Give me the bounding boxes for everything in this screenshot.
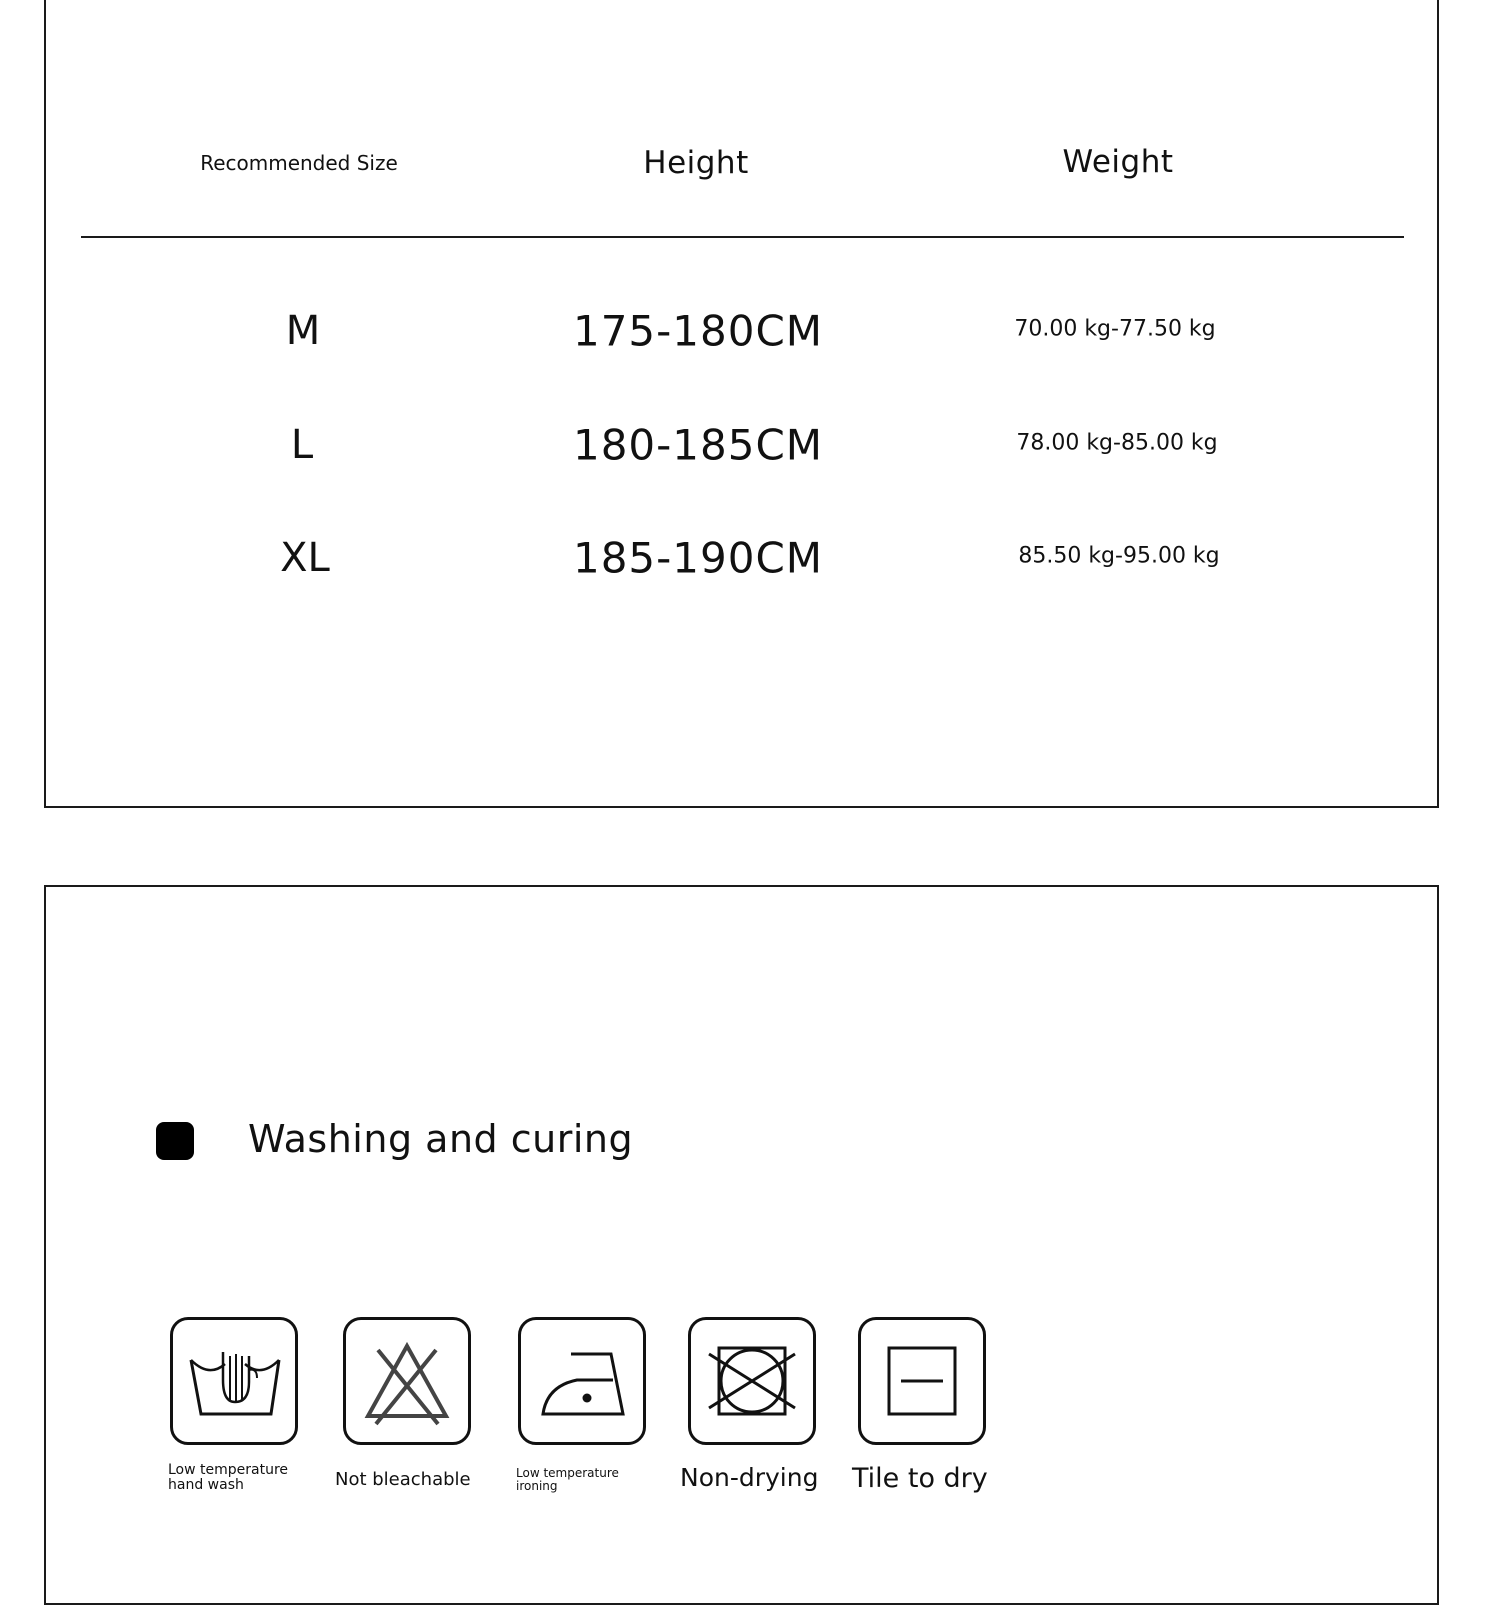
- height-cell: 185-190CM: [572, 533, 824, 583]
- weight-cell: 85.50 kg-95.00 kg: [1018, 543, 1220, 569]
- dry-flat-icon: [858, 1317, 986, 1445]
- hand-wash-icon: [170, 1317, 298, 1445]
- care-section-title: Washing and curing: [248, 1117, 634, 1161]
- height-cell: 180-185CM: [572, 420, 824, 470]
- weight-cell: 70.00 kg-77.50 kg: [1014, 316, 1216, 342]
- care-label-line: hand wash: [168, 1477, 244, 1494]
- size-cell: L: [290, 422, 314, 468]
- header-weight: Weight: [1062, 144, 1174, 180]
- size-cell: M: [285, 308, 321, 354]
- no-bleach-icon: [343, 1317, 471, 1445]
- care-label-line: Low temperature: [168, 1462, 289, 1478]
- iron-low-icon: [518, 1317, 646, 1445]
- no-tumble-dry-icon: [688, 1317, 816, 1445]
- care-label: Tile to dry: [852, 1463, 988, 1494]
- header-height: Height: [643, 145, 749, 181]
- height-cell: 175-180CM: [572, 306, 824, 356]
- care-label: [168, 1463, 288, 1494]
- care-instructions-panel: [44, 885, 1439, 1605]
- care-label: Non-drying: [680, 1463, 819, 1492]
- header-recommended-size: Recommended Size: [200, 151, 398, 175]
- size-chart-panel: [44, 0, 1439, 808]
- size-cell: XL: [280, 535, 330, 581]
- care-label-line: Low temperature: [516, 1466, 619, 1480]
- weight-cell: 78.00 kg-85.00 kg: [1016, 430, 1218, 456]
- care-label-line: ironing: [516, 1479, 558, 1494]
- care-label: Not bleachable: [335, 1469, 471, 1490]
- section-bullet-icon: [156, 1122, 194, 1160]
- care-label: [516, 1467, 619, 1493]
- header-divider: [81, 236, 1404, 238]
